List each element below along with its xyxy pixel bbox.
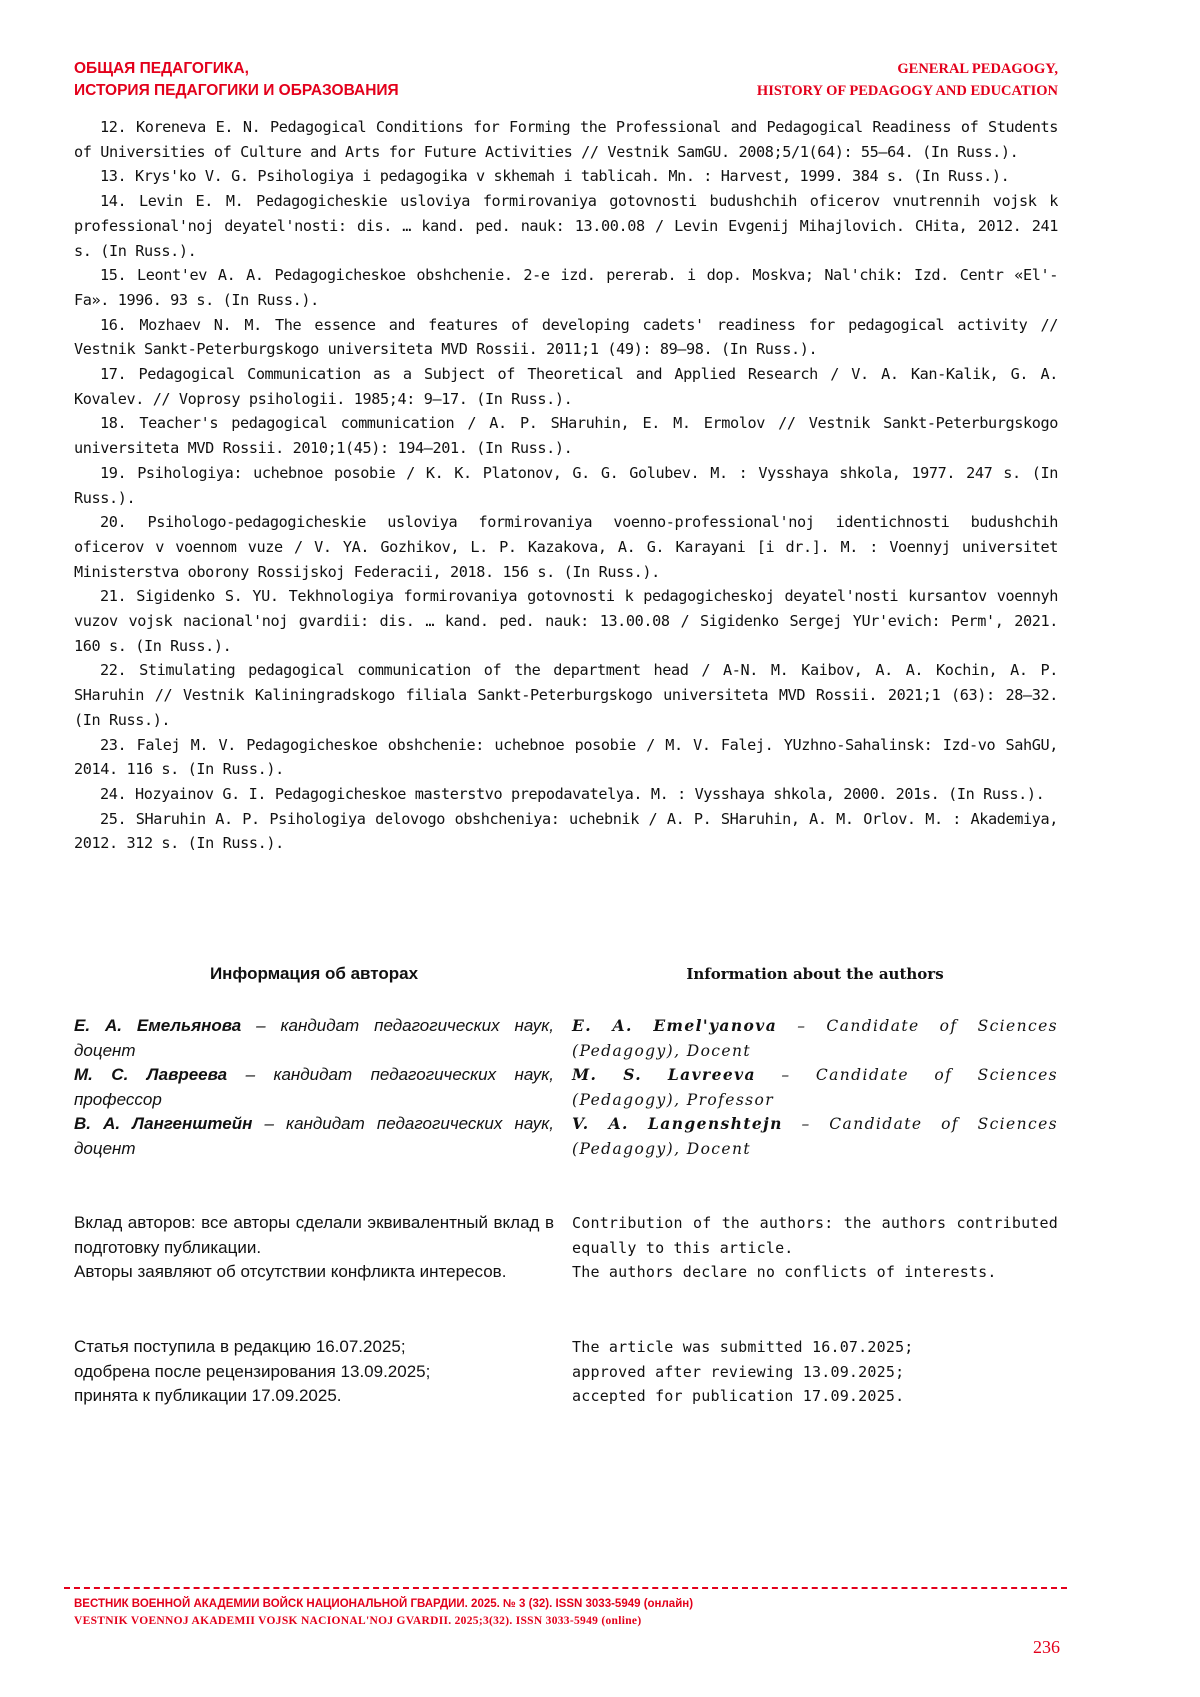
author-name: В. А. Лангенштейн [74,1114,253,1133]
reference-item: 12. Koreneva E. N. Pedagogical Conditions for Forming the Professional and Pedagogical Readiness of Students of Universities of Culture and Arts for Future Activities // Vestnik SamGU. 2008;5/1(64): 55–64. (In Russ.). [74,118,1058,161]
reference-item: 24. Hozyainov G. I. Pedagogicheskoe masterstvo prepodavatelya. M. : Vysshaya shkola, 2000. 201s. (In Russ.). [100,784,1045,803]
authors-info-title-en: Information about the authors [686,965,944,983]
author-entry [572,1063,1058,1112]
authors-info-title-ru: Информация об авторах [209,964,419,983]
reference-item: 20. Psihologo-pedagogicheskie usloviya formirovaniya voenno-professional'noj identichnosti budushchih oficerov v voennom vuze / V. YA. Gozhikov, L. P. Kazakova, A. G. Karayani [i dr.]. M. : Voennyj universitet Ministerstva oborony Rossijskoj Federacii, 2018. 156 s. (In Russ.). [74,513,1058,581]
section-title-en-line1: GENERAL PEDAGOGY, [897,61,1058,77]
contribution-block [74,1211,1058,1321]
author-entry [572,1112,1058,1161]
running-header [74,58,1058,106]
author-entry [572,1014,1058,1063]
author-name: M. S. Lavreeva [572,1065,756,1084]
dates-en [572,1335,1058,1409]
reference-item: 18. Teacher's pedagogical communication / A. P. SHaruhin, E. M. Ermolov // Vestnik Sankt-Peterburgskogo universiteta MVD Rossii. 2010;1(45): 194–201. (In Russ.). [74,414,1058,458]
reference-item: 15. Leont'ev A. A. Pedagogicheskoe obshchenie. 2-e izd. pererab. i dop. Moskva; Nal'chik: Izd. Centr «El'-Fa». 1996. 93 s. (In Russ.). [74,266,1058,309]
date-accepted: принята к публикации 17.09.2025. [74,1386,342,1405]
author-description: – кандидат педагогических наук, доцент [74,1114,555,1158]
author-description: – Candidate of Sciences (Pedagogy), Docent [572,1017,1058,1060]
section-title-ru-line2: ИСТОРИЯ ПЕДАГОГИКИ И ОБРАЗОВАНИЯ [74,82,399,99]
section-title-ru [74,58,399,102]
contribution-ru [74,1211,554,1285]
authors-list [74,1014,1058,1164]
reference-list [74,115,1058,856]
footer-divider [64,1587,1067,1589]
section-title-en [757,58,1058,102]
date-accepted: accepted for publication 17.09.2025. [572,1387,905,1405]
reference-item: 19. Psihologiya: uchebnoe posobie / K. K. Platonov, G. G. Golubev. M. : Vysshaya shkola, 1977. 247 s. (In Russ.). [74,463,1058,507]
date-approved: одобрена после рецензирования 13.09.2025; [74,1361,431,1381]
reference-item: 13. Krys'ko V. G. Psihologiya i pedagogika v skhemah i tablicah. Mn. : Harvest, 1999. 384 s. (In Russ.). [100,167,1010,186]
reference-item: 22. Stimulating pedagogical communication of the department head / A-N. M. Kaibov, A. A. Kochin, A. P. SHaruhin // Vestnik Kaliningradskogo filiala Sankt-Peterburgskogo universiteta MVD Rossii. 2021;1 (63): 28–32. (In Russ.). [74,661,1058,729]
author-name: М. С. Лавреева [74,1065,228,1084]
author-description: – Candidate of Sciences (Pedagogy), Docent [572,1115,1058,1158]
page-number: 236 [1033,1637,1060,1657]
conflict-statement: The authors declare no conflicts of interests. [572,1263,997,1281]
author-name: V. A. Langenshtejn [572,1114,783,1133]
author-entry [74,1112,554,1161]
contribution-en [572,1211,1058,1285]
author-description: – кандидат педагогических наук, доцент [74,1016,554,1060]
contribution-text: Вклад авторов: все авторы сделали эквивалентный вклад в подготовку публикации. [74,1213,554,1257]
author-name: E. A. Emel'yanova [572,1016,778,1035]
author-entry [74,1014,554,1063]
authors-list-en [572,1014,1058,1161]
reference-item: 21. Sigidenko S. YU. Tekhnologiya formirovaniya gotovnosti k pedagogicheskoj deyatel'nosti kursantov voennyh vuzov vojsk nacional'noj gvardii: dis. … kand. ped. nauk: 13.00.08 / Sigidenko Sergej YUr'evich: Perm', 2021. 160 s. (In Russ.). [74,587,1058,655]
author-description: – Candidate of Sciences (Pedagogy), Professor [572,1066,1059,1109]
conflict-statement: Авторы заявляют об отсутствии конфликта интересов. [74,1262,507,1281]
reference-item: 16. Mozhaev N. M. The essence and features of developing cadets' readiness for pedagogical activity // Vestnik Sankt-Peterburgskogo universiteta MVD Rossii. 2011;1 (49): 89–98. (In Russ.). [74,315,1058,359]
journal-footer-en: VESTNIK VOENNOJ AKADEMII VOJSK NACIONAL'NOJ GVARDII. 2025;3(32). ISSN 3033-5949 (online) [74,1615,642,1627]
contribution-text: Contribution of the authors: the authors contributed equally to this article. [572,1214,1058,1257]
dates-ru [74,1335,554,1409]
journal-footer-ru: ВЕСТНИК ВОЕННОЙ АКАДЕМИИ ВОЙСК НАЦИОНАЛЬНОЙ ГВАРДИИ. 2025. № 3 (32). ISSN 3033-5949 (онлайн) [74,1598,694,1610]
author-name: Е. А. Емельянова [74,1016,242,1035]
author-description: – кандидат педагогических наук, профессор [74,1065,554,1109]
date-approved: approved after reviewing 13.09.2025; [572,1362,905,1381]
section-title-en-line2: HISTORY OF PEDAGOGY AND EDUCATION [756,83,1058,99]
date-submitted: The article was submitted 16.07.2025; [572,1338,914,1356]
authors-info-titles [74,962,1058,1002]
date-submitted: Статья поступила в редакцию 16.07.2025; [74,1337,406,1356]
reference-item: 14. Levin E. M. Pedagogicheskie usloviya formirovaniya gotovnosti budushchih oficerov vnutrennih vojsk k professional'noj deyatel'nosti: dis. … kand. ped. nauk: 13.00.08 / Levin Evgenij Mihajlovich. CHita, 2012. 241 s. (In Russ.). [74,192,1058,260]
reference-item: 17. Pedagogical Communication as a Subject of Theoretical and Applied Research / V. A. Kan-Kalik, G. A. Kovalev. // Voprosy psihologii. 1985;4: 9–17. (In Russ.). [74,365,1058,408]
author-entry [74,1063,554,1112]
reference-item: 23. Falej M. V. Pedagogicheskoe obshchenie: uchebnoe posobie / M. V. Falej. YUzhno-Sahalinsk: Izd-vo SahGU, 2014. 116 s. (In Russ.). [74,735,1058,779]
dates-block [74,1335,1058,1415]
reference-item: 25. SHaruhin A. P. Psihologiya delovogo obshcheniya: uchebnik / A. P. SHaruhin, A. M. Orlov. M. : Akademiya, 2012. 312 s. (In Russ.). [74,809,1058,853]
section-title-ru-line1: ОБЩАЯ ПЕДАГОГИКА, [74,60,249,77]
authors-list-ru [74,1014,554,1161]
